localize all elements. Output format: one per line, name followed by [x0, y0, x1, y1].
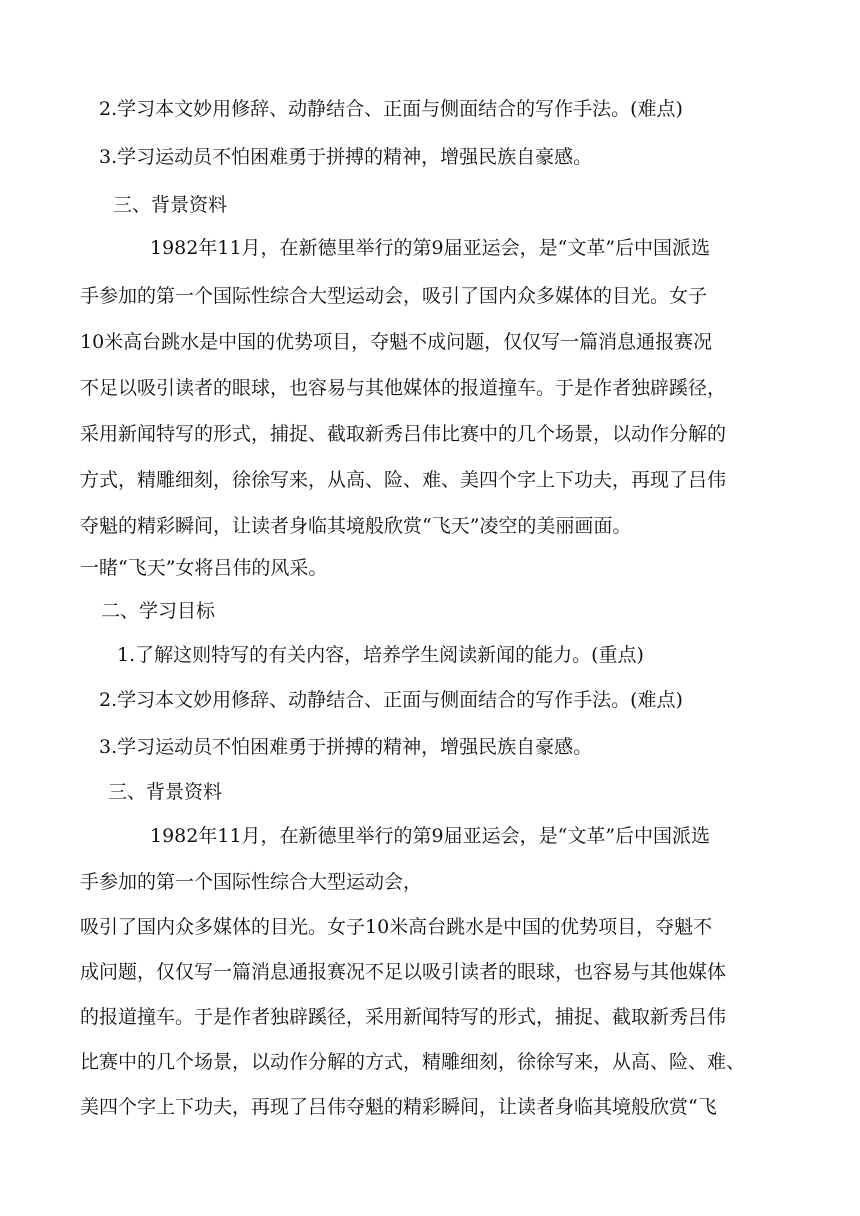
objective-3-line: 3.学习运动员不怕困难勇于拼搏的精神，增强民族自豪感。	[99, 736, 593, 758]
background-paragraph-line: 1982年11月，在新德里举行的第9届亚运会，是“文革”后中国派选	[150, 237, 711, 259]
background-paragraph-line: 手参加的第一个国际性综合大型运动会，吸引了国内众多媒体的目光。女子	[80, 285, 708, 307]
background-paragraph-line: 手参加的第一个国际性综合大型运动会，	[80, 871, 423, 893]
background-paragraph-line: 10米高台跳水是中国的优势项目，夺魁不成问题，仅仅写一篇消息通报赛况	[80, 331, 713, 353]
background-paragraph-line: 美四个字上下功夫，再现了吕伟夺魁的精彩瞬间，让读者身临其境般欣赏“飞	[80, 1096, 717, 1118]
background-paragraph-line: 方式，精雕细刻，徐徐写来，从高、险、难、美四个字上下功夫，再现了吕伟	[80, 469, 727, 491]
background-paragraph-line: 的报道撞车。于是作者独辟蹊径，采用新闻特写的形式，捕捉、截取新秀吕伟	[80, 1006, 727, 1028]
background-paragraph-line: 不足以吸引读者的眼球，也容易与其他媒体的报道撞车。于是作者独辟蹊径，	[80, 377, 727, 399]
objective-2-line: 2.学习本文妙用修辞、动静结合、正面与侧面结合的写作手法。(难点)	[99, 689, 683, 711]
objective-3-line: 3.学习运动员不怕困难勇于拼搏的精神，增强民族自豪感。	[99, 146, 593, 168]
objective-1-line: 1.了解这则特写的有关内容，培养学生阅读新闻的能力。(重点)	[117, 644, 644, 666]
section-heading-objectives: 二、学习目标	[101, 600, 216, 622]
background-paragraph-line: 夺魁的精彩瞬间，让读者身临其境般欣赏“飞天”凌空的美丽画面。	[80, 515, 632, 537]
background-paragraph-line: 采用新闻特写的形式，捕捉、截取新秀吕伟比赛中的几个场景，以动作分解的	[80, 423, 727, 445]
section-heading-background: 三、背景资料	[108, 781, 223, 803]
background-paragraph-line: 1982年11月，在新德里举行的第9届亚运会，是“文革”后中国派选	[150, 825, 711, 847]
background-paragraph-line: 比赛中的几个场景，以动作分解的方式，精雕细刻，徐徐写来，从高、险、难、	[80, 1051, 746, 1073]
background-paragraph-line: 吸引了国内众多媒体的目光。女子10米高台跳水是中国的优势项目，夺魁不	[80, 916, 713, 938]
section-heading-background: 三、背景资料	[113, 194, 228, 216]
background-paragraph-line: 成问题，仅仅写一篇消息通报赛况不足以吸引读者的眼球，也容易与其他媒体	[80, 961, 727, 983]
objective-2-line: 2.学习本文妙用修辞、动静结合、正面与侧面结合的写作手法。(难点)	[99, 98, 683, 120]
intro-line: 一睹“飞天”女将吕伟的风采。	[80, 557, 328, 579]
